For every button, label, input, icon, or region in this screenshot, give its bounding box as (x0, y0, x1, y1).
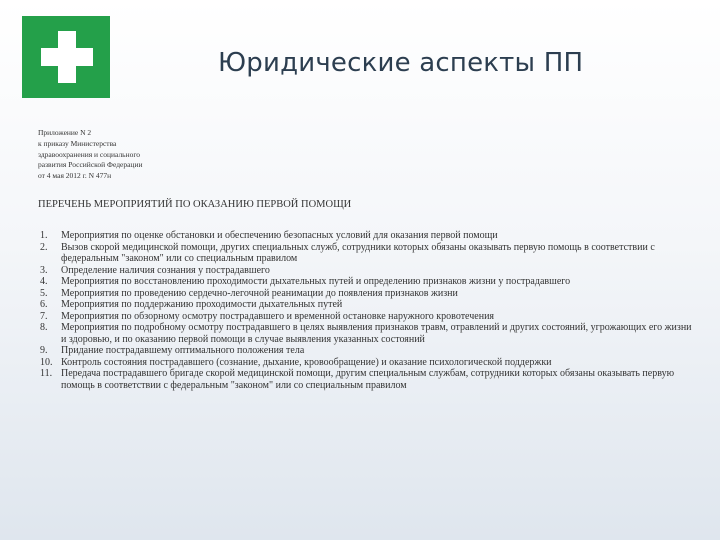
item-text: Мероприятия по проведению сердечно-легочной реанимации до появления признаков жизни (61, 287, 458, 299)
list-item (40, 242, 695, 265)
list-item (40, 311, 695, 323)
first-aid-logo (22, 16, 110, 98)
item-text: Мероприятия по обзорному осмотру пострадавшего и временной остановке наружного кровотечения (61, 310, 495, 322)
item-number: 8. (40, 322, 48, 333)
list-item (40, 368, 695, 391)
item-number: 7. (40, 310, 48, 322)
order-reference (38, 128, 238, 182)
item-number: 3. (40, 264, 48, 276)
item-number: 6. (40, 299, 48, 310)
item-text: Контроль состояния пострадавшего (сознание, дыхание, кровообращение) и оказание психологической поддержки (61, 356, 552, 368)
item-text: Мероприятия по восстановлению проходимости дыхательных путей и определению признаков жизни у пострадавшего (61, 276, 571, 287)
item-number: 1. (40, 230, 48, 241)
order-line: здравоохранения и социального (38, 149, 141, 159)
item-number: 2. (40, 241, 48, 253)
order-line: Приложение N 2 (38, 128, 92, 137)
item-text: Вызов скорой медицинской помощи, других специальных служб, сотрудники которых обязаны оказывать первую помощь в соответствии с федеральным "законом" или со специальным правилом (61, 241, 655, 264)
item-text: Определение наличия сознания у пострадавшего (61, 264, 270, 276)
order-line: от 4 мая 2012 г. N 477н (38, 171, 112, 181)
item-text: Мероприятия по поддержанию проходимости дыхательных путей (61, 299, 343, 310)
list-item (40, 299, 695, 311)
list-item (40, 230, 695, 242)
item-number: 4. (40, 276, 48, 287)
list-item (40, 345, 695, 357)
item-text: Придание пострадавшему оптимального положения тела (61, 345, 305, 356)
measures-list (40, 230, 695, 391)
list-item (40, 276, 695, 288)
list-item (40, 265, 695, 277)
order-line: к приказу Министерства (38, 138, 117, 148)
order-line: развития Российской Федерации (38, 160, 143, 170)
item-number: 5. (40, 287, 48, 299)
list-item (40, 288, 695, 300)
item-text: Мероприятия по оценке обстановки и обеспечению безопасных условий для оказания первой помощи (61, 230, 498, 241)
item-number: 11. (40, 368, 53, 379)
item-number: 10. (40, 356, 53, 368)
item-number: 9. (40, 345, 48, 356)
list-heading: ПЕРЕЧЕНЬ МЕРОПРИЯТИЙ ПО ОКАЗАНИЮ ПЕРВОЙ ПОМОЩИ (38, 199, 352, 210)
list-item (40, 357, 695, 369)
item-text: Мероприятия по подробному осмотру пострадавшего в целях выявления признаков травм, отравлений и других состояний, угрожающих его жизни и здоровью, и по оказанию первой помощи в случае выявления указанных состояний (61, 322, 692, 345)
slide-title: Юридические аспекты ПП (218, 48, 584, 78)
item-text: Передача пострадавшего бригаде скорой медицинской помощи, другим специальным службам, сотрудники которых обязаны оказывать первую помощь в соответствии с федеральным "законом" или со специальным правилом (61, 368, 675, 391)
first-aid-cross-icon-bar (41, 48, 93, 66)
list-item (40, 322, 695, 345)
